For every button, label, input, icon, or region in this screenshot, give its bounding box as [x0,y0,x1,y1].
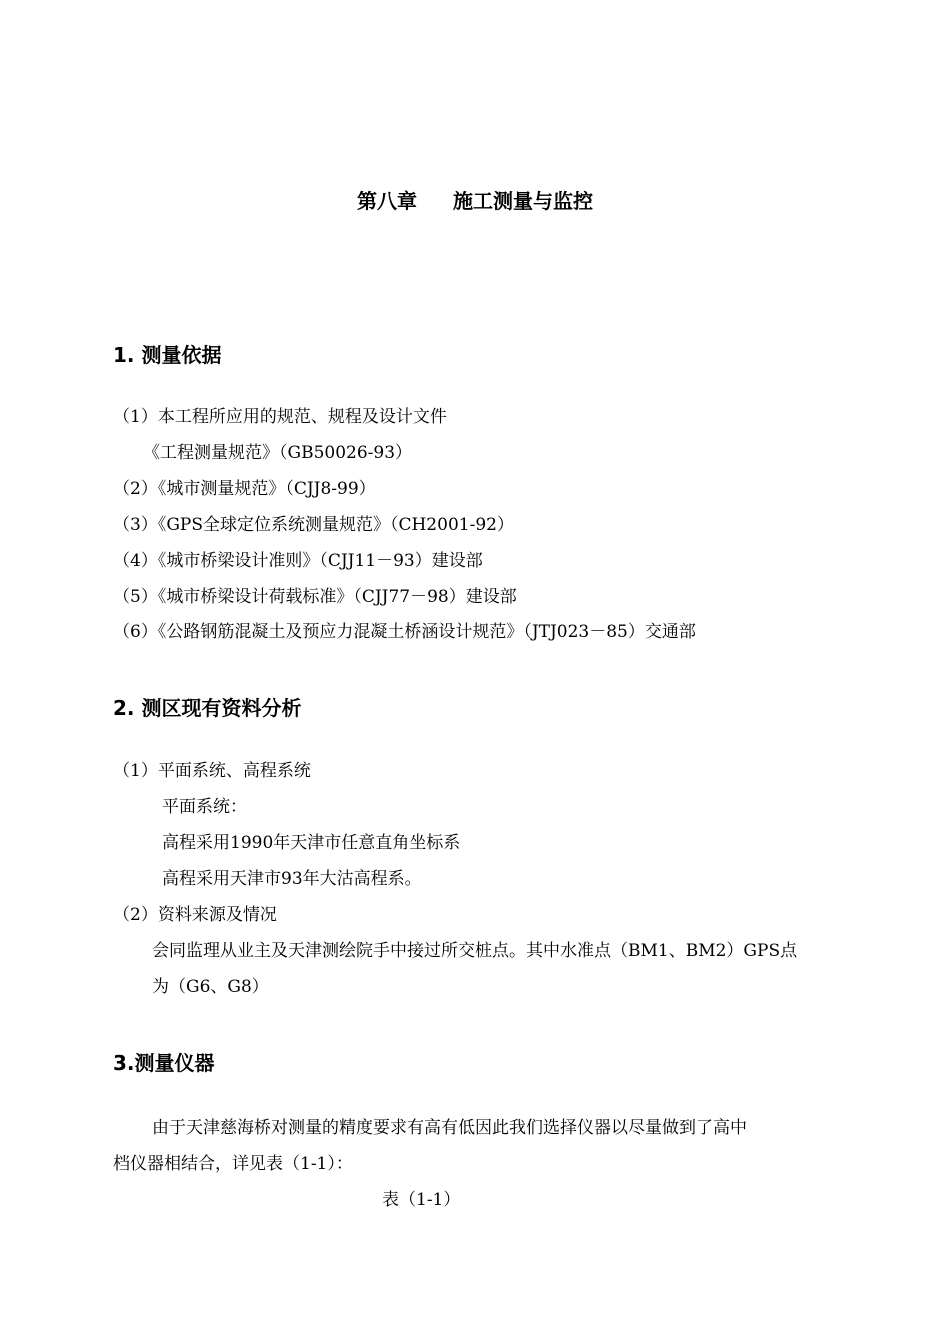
list-item: （4）《城市桥梁设计准则》（CJJ11－93）建设部 [113,551,483,571]
chapter-number: 第八章 [357,189,417,213]
section-heading: 3.测量仪器 [113,1051,215,1075]
list-item: （3）《GPS全球定位系统测量规范》（CH2001-92） [113,515,514,535]
list-item: 高程采用1990年天津市任意直角坐标系 [162,833,461,853]
paragraph-line: 由于天津慈海桥对测量的精度要求有高有低因此我们选择仪器以尽量做到了高中 [152,1118,747,1138]
list-item: （5）《城市桥梁设计荷载标准》（CJJ77－98）建设部 [113,587,517,607]
list-item: 平面系统： [162,797,247,817]
chapter-name: 施工测量与监控 [453,189,593,213]
paragraph-line: 为（G6、G8） [152,977,269,997]
paragraph-line: 会同监理从业主及天津测绘院手中接过所交桩点。其中水准点（BM1、BM2）GPS点 [152,941,798,961]
list-item: （1）本工程所应用的规范、规程及设计文件 [113,407,447,427]
section-heading: 1. 测量依据 [113,343,222,367]
list-item: （6）《公路钢筋混凝土及预应力混凝土桥涵设计规范》（JTJ023－85）交通部 [113,622,696,642]
section-heading: 2. 测区现有资料分析 [113,696,302,720]
table-caption: 表（1-1） [382,1190,461,1210]
list-item: （2）《城市测量规范》（CJJ8-99） [113,479,376,499]
list-item: 《工程测量规范》（GB50026-93） [143,443,413,463]
paragraph-line: 档仪器相结合，详见表（1-1）： [113,1154,353,1174]
list-item: 高程采用天津市93年大沽高程系。 [162,869,422,889]
list-item: （1）平面系统、高程系统 [113,761,311,781]
list-item: （2）资料来源及情况 [113,905,277,925]
chapter-title [0,188,950,214]
